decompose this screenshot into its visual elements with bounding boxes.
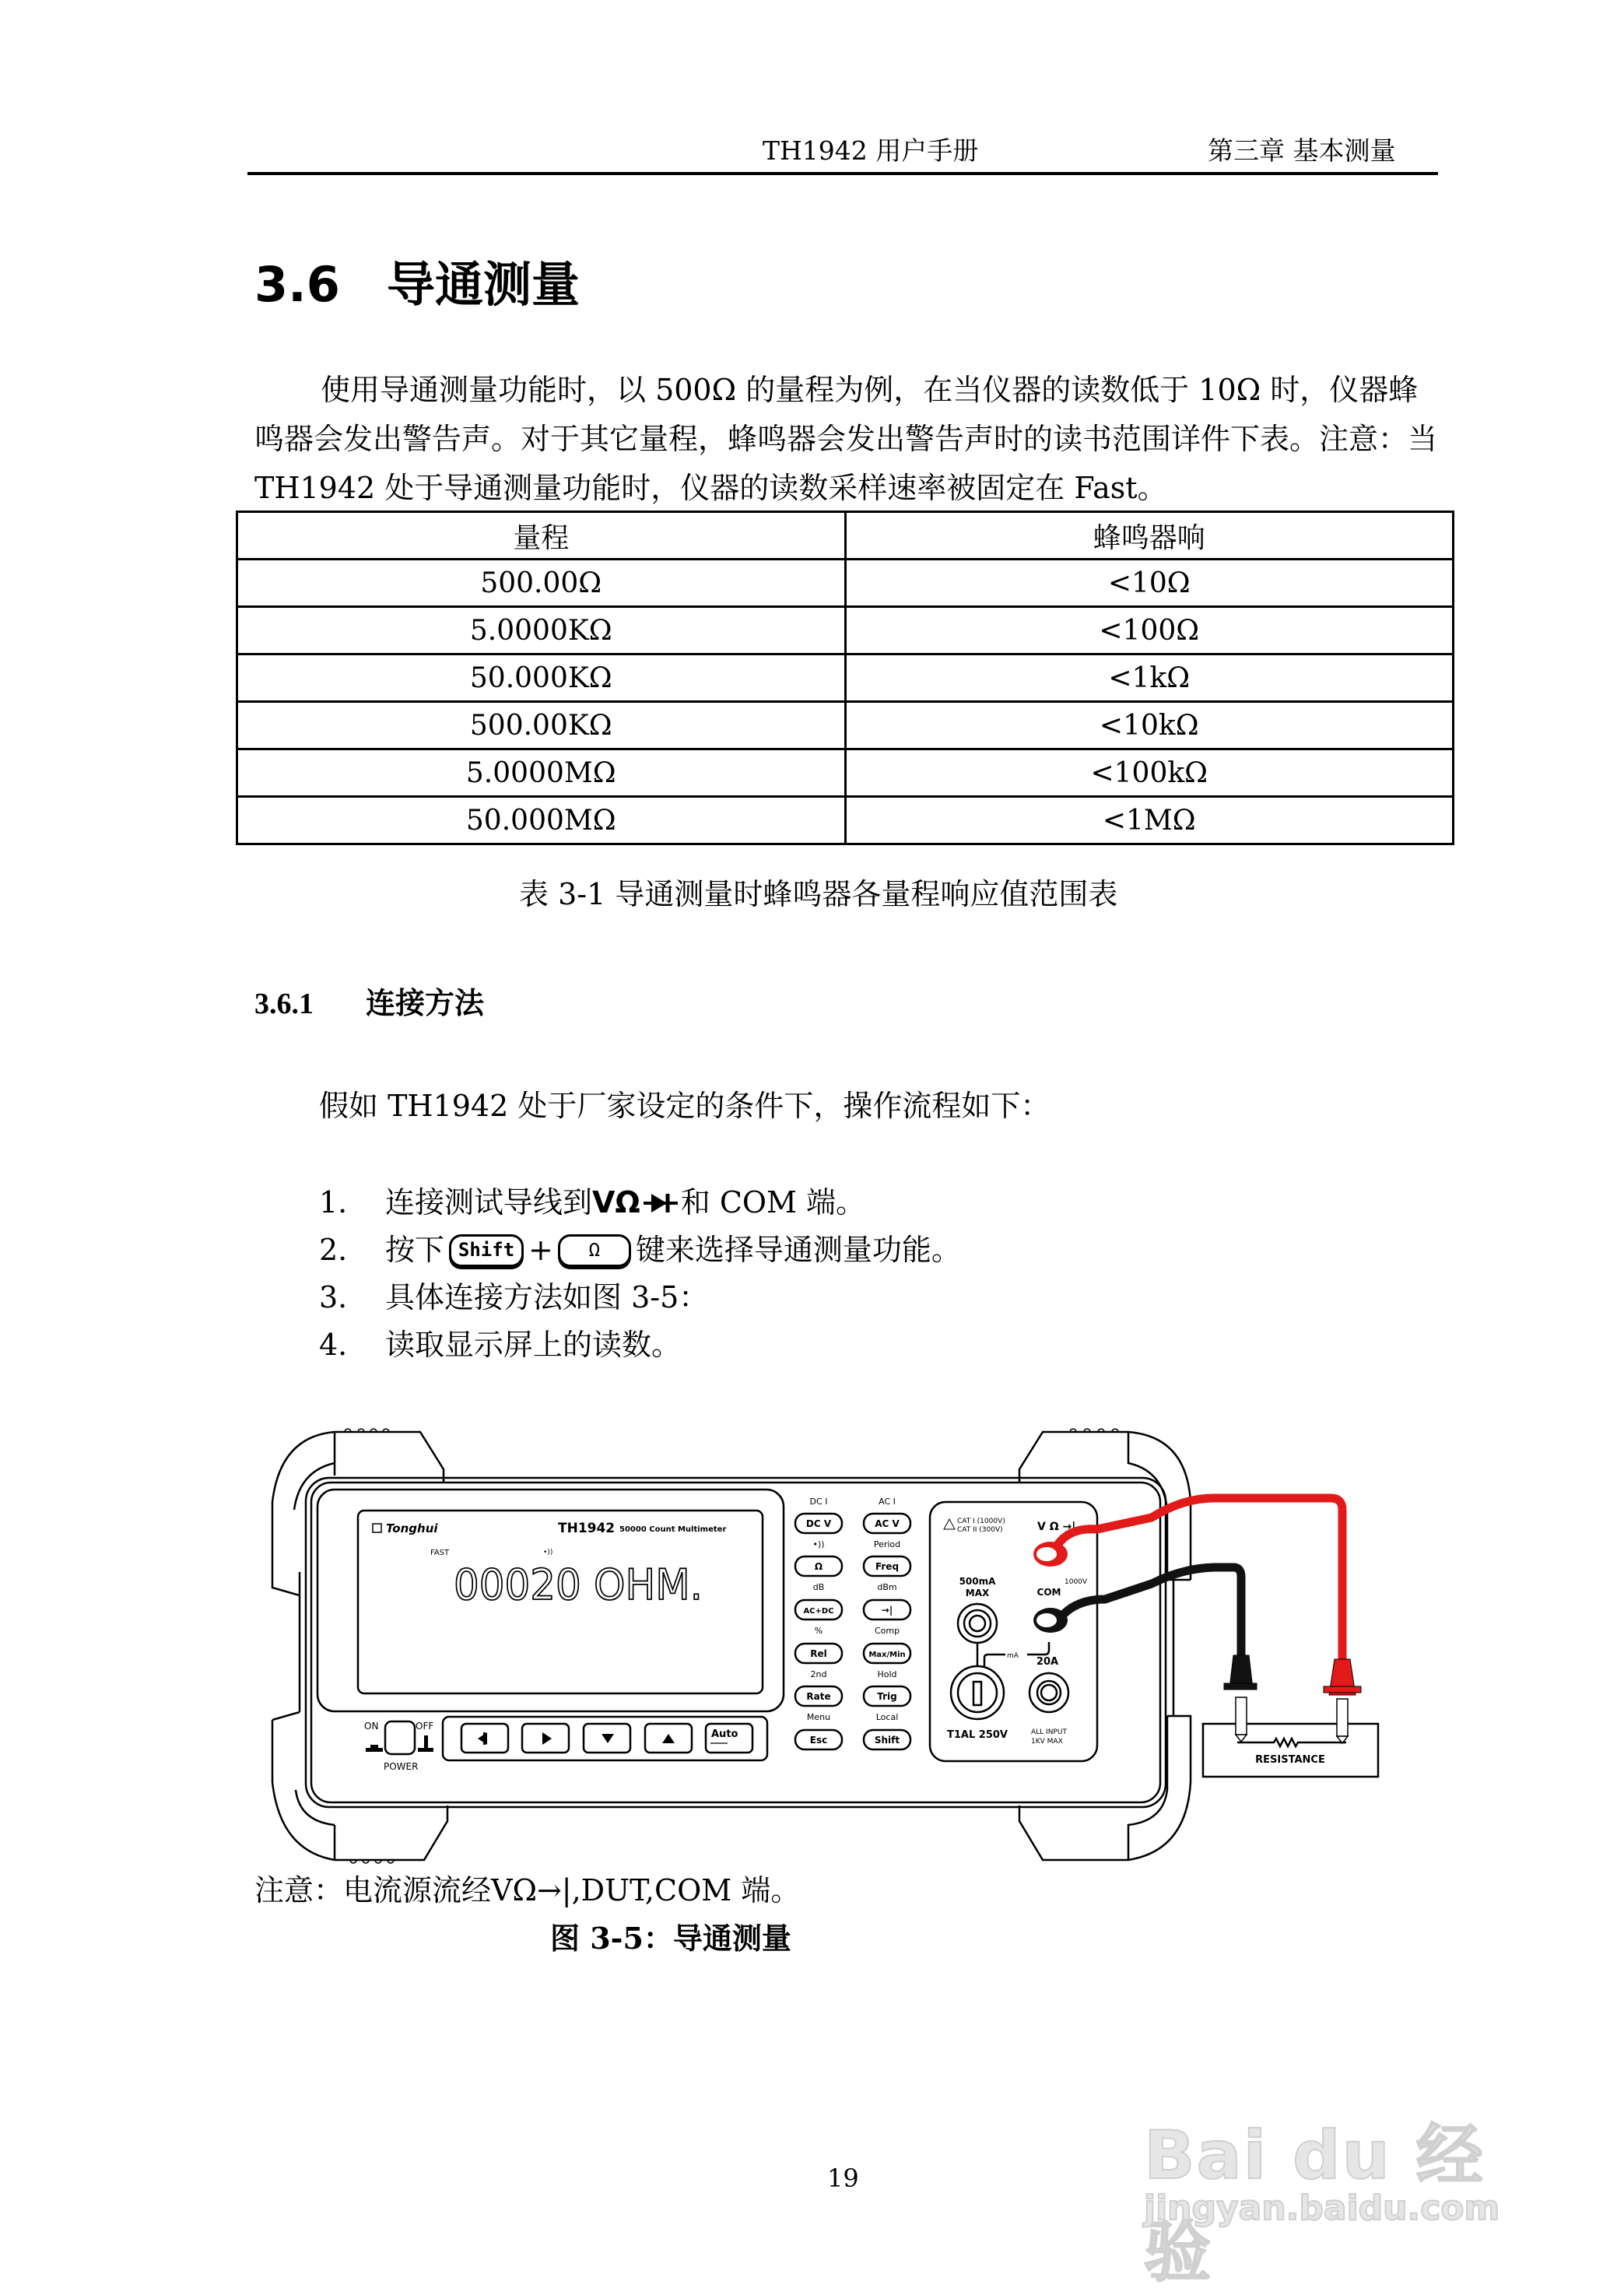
subsection-number: 3.6.1 (254, 988, 314, 1020)
red-test-lead (1033, 1498, 1361, 1743)
step-text: 键来选择导通测量功能。 (635, 1233, 961, 1267)
range-cell: 5.0000KΩ (237, 607, 846, 654)
black-test-lead (1033, 1567, 1257, 1742)
key-shift-label: Local (875, 1712, 899, 1722)
procedure-intro: 假如 TH1942 处于厂家设定的条件下，操作流程如下： (319, 1089, 1051, 1123)
range-cell: 50.000MΩ (237, 797, 846, 844)
all-input-label: ALL INPUT (1031, 1728, 1067, 1736)
key-shift-label: Comp (874, 1626, 900, 1636)
trig-key: Trig (877, 1691, 897, 1702)
key-shift-label: % (814, 1626, 823, 1636)
key-shift-label: dBm (877, 1582, 897, 1592)
step-text: 和 COM 端。 (680, 1185, 866, 1219)
step-number: 3. (319, 1280, 348, 1314)
rate-key: Rate (806, 1691, 831, 1702)
step-text: 读取显示屏上的读数。 (385, 1328, 682, 1362)
ma-label: mA (1007, 1652, 1019, 1660)
key-shift-label: DC I (809, 1497, 828, 1507)
dut-label: RESISTANCE (1255, 1754, 1325, 1766)
key-shift-label: Hold (877, 1669, 897, 1679)
dcv-key: DC V (805, 1518, 832, 1529)
step-text: 连接测试导线到 (385, 1185, 593, 1219)
nav-auto-label: Auto (711, 1728, 738, 1740)
lcd-display (373, 1521, 726, 1609)
v-max-label: 1000V (1065, 1578, 1088, 1586)
ma-max-label: 500mA (959, 1576, 996, 1587)
threshold-cell: <100kΩ (845, 749, 1454, 797)
v-ohm-terminal-label: V Ω →| (1037, 1521, 1076, 1533)
key-shift-label: Period (873, 1539, 901, 1549)
fuse-label: T1AL 250V (947, 1729, 1008, 1741)
threshold-cell: <100Ω (845, 607, 1454, 654)
threshold-cell: <10Ω (845, 560, 1454, 607)
power-on-label: ON (364, 1721, 379, 1732)
key-shift-label: •)) (812, 1539, 825, 1549)
acv-key: AC V (875, 1518, 900, 1529)
cat2-label: CAT II (300V) (957, 1526, 1003, 1534)
acdc-key: AC+DC (803, 1607, 834, 1616)
range-cell: 500.00Ω (237, 560, 846, 607)
key-shift-label: AC I (879, 1497, 896, 1507)
step-number: 2. (319, 1233, 348, 1267)
lcd-rate-indicator: FAST (430, 1549, 450, 1557)
ohm-key-icon: Ω (558, 1234, 631, 1267)
brand-name: Tonghui (386, 1521, 438, 1535)
power-label: POWER (384, 1761, 419, 1772)
tonghui-logo-icon (373, 1524, 381, 1532)
figure-caption: 图 3-5：导通测量 (550, 1921, 791, 1956)
chapter-title: 第三章 基本测量 (1208, 135, 1396, 166)
threshold-cell: <1MΩ (845, 797, 1454, 844)
shift-key-icon: Shift (449, 1234, 524, 1267)
paragraph-text: 使用导通测量功能时，以 500Ω 的量程为例，在当仪器的读数低于 10Ω 时，仪器蜂鸣器会发出警告声。对于其它量程，蜂鸣器会发出警告声时的读书范围详件下表。注意：当 TH1942 处于导通测量功能时，仪器的读数采样速率被固定在 Fast。 (254, 373, 1438, 505)
com-terminal-label: COM (1036, 1587, 1061, 1598)
key-shift-label: 2nd (810, 1669, 827, 1679)
baidu-watermark (1144, 2101, 1533, 2291)
step-text: 具体连接方法如图 3-5： (385, 1280, 709, 1314)
figure-note: 注意：电流源流经VΩ→|,DUT,COM 端。 (254, 1873, 801, 1907)
model-name: TH1942 (558, 1521, 616, 1536)
range-cell: 5.0000MΩ (237, 749, 846, 797)
section-number: 3.6 (254, 256, 340, 313)
threshold-cell: <1kΩ (845, 654, 1454, 702)
page-number: 19 (827, 2163, 859, 2193)
power-off-label: OFF (416, 1721, 434, 1732)
key-shift-label: Menu (806, 1712, 831, 1722)
range-cell: 50.000KΩ (237, 654, 846, 702)
esc-key: Esc (809, 1735, 828, 1746)
key-shift-label: dB (812, 1582, 825, 1592)
model-description: 50000 Count Multimeter (619, 1525, 727, 1534)
20a-terminal-label: 20A (1036, 1656, 1059, 1668)
kv-max-label: 1KV MAX (1031, 1738, 1063, 1746)
step-number: 1. (319, 1185, 348, 1219)
step-text: 按下 (385, 1233, 445, 1267)
warning-icon (944, 1519, 955, 1529)
subsection-title: 连接方法 (366, 988, 485, 1020)
maxmin-key: Max/Min (868, 1651, 906, 1659)
manual-title: TH1942 用户手册 (763, 135, 979, 166)
step-number: 4. (319, 1328, 348, 1362)
ohm-key: Ω (814, 1561, 823, 1572)
freq-key: Freq (875, 1561, 900, 1572)
threshold-cell: <10kΩ (845, 702, 1454, 749)
diode-key: →| (881, 1605, 893, 1616)
column-header-range: 量程 (237, 512, 846, 560)
v-ohm-terminal-label: VΩ (592, 1185, 640, 1219)
section-title: 导通测量 (387, 256, 581, 313)
column-header-beeper: 蜂鸣器响 (845, 512, 1454, 560)
beeper-indicator-icon: •)) (543, 1549, 553, 1556)
shift-key: Shift (874, 1735, 900, 1746)
ma-max-label-2: MAX (965, 1588, 990, 1598)
watermark-logo: Bai du 经验 (1144, 2117, 1485, 2291)
table-caption: 表 3-1 导通测量时蜂鸣器各量程响应值范围表 (519, 877, 1118, 911)
plus-sign: + (528, 1233, 553, 1267)
range-cell: 500.00KΩ (237, 702, 846, 749)
lcd-reading: 00020 OHM. (454, 1560, 703, 1609)
watermark-url: jingyan.baidu.com (1144, 2188, 1500, 2228)
rel-key: Rel (810, 1648, 827, 1659)
cat1-label: CAT I (1000V) (957, 1518, 1005, 1525)
